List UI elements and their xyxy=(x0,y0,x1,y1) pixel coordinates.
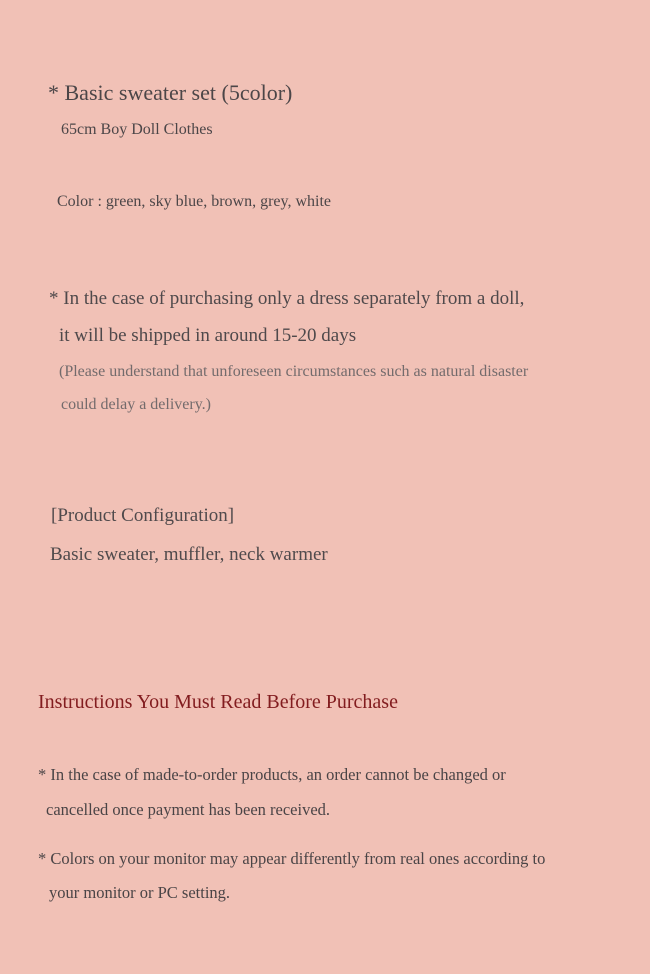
instructions-title: Instructions You Must Read Before Purchase xyxy=(38,691,398,713)
color-options: Color : green, sky blue, brown, grey, white xyxy=(57,193,332,210)
delivery-note: (Please understand that unforeseen circumstances such as natural disaster xyxy=(59,363,529,380)
shipping-line: it will be shipped in around 15-20 days xyxy=(59,325,357,346)
instruction-rule: * In the case of made-to-order products, an order cannot be changed or xyxy=(38,765,506,784)
product-subtitle: 65cm Boy Doll Clothes xyxy=(61,121,213,138)
configuration-heading: [Product Configuration] xyxy=(51,505,235,526)
configuration-items: Basic sweater, muffler, neck warmer xyxy=(50,544,328,565)
instruction-rule: cancelled once payment has been received. xyxy=(46,800,331,819)
product-title: * Basic sweater set (5color) xyxy=(48,80,293,105)
delivery-note: could delay a delivery.) xyxy=(61,396,212,413)
instruction-rule: your monitor or PC setting. xyxy=(49,883,231,902)
instruction-rule: * Colors on your monitor may appear differently from real ones according to xyxy=(38,849,546,868)
shipping-line: * In the case of purchasing only a dress separately from a doll, xyxy=(49,288,525,309)
